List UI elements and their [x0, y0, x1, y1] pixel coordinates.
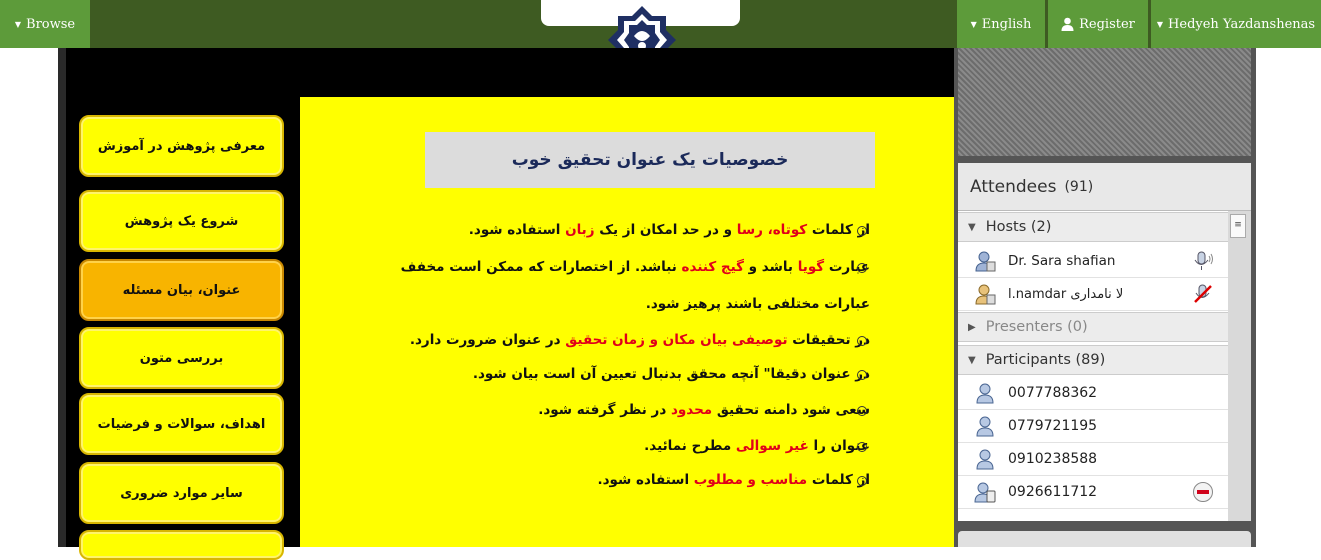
attendee-row[interactable]	[958, 476, 1228, 509]
slide-nav-button[interactable]: بررسی متون	[79, 327, 284, 389]
slide-bullet-text: از کلمات مناسب و مطلوب استفاده شود.	[597, 472, 870, 488]
triangle-down-icon: ▼	[968, 221, 976, 233]
attendees-count: (91)	[1064, 178, 1094, 195]
browse-label: Browse	[26, 16, 76, 32]
scrollbar-thumb[interactable]: ≡	[1230, 214, 1246, 238]
register-label: Register	[1079, 16, 1135, 32]
bullet-circle-icon	[857, 263, 867, 273]
slide-bullet-text: عنوان را غیر سوالی مطرح نمائید.	[644, 438, 870, 454]
microphone-muted-icon[interactable]	[1190, 283, 1216, 305]
bullet-circle-icon	[857, 226, 867, 236]
slide-nav-button[interactable]: سایر موارد ضروری	[79, 462, 284, 524]
host-user-icon	[974, 283, 996, 305]
participants-group-header[interactable]: ▼ Participants (89)	[958, 345, 1228, 375]
user-icon	[974, 382, 996, 404]
attendee-row[interactable]	[958, 443, 1228, 476]
host-user-icon	[974, 250, 996, 272]
attendee-row[interactable]	[958, 410, 1228, 443]
attendee-name: l.namdar لا نامداری	[1008, 286, 1124, 302]
bullet-circle-icon	[857, 370, 867, 380]
video-area	[958, 48, 1251, 156]
slide-bullet-text: از کلمات کوتاه، رسا و در حد امکان از یک زبان استفاده شود.	[468, 222, 870, 238]
attendee-name: 0779721195	[1008, 418, 1098, 434]
caret-down-icon: ▼	[1156, 19, 1164, 29]
browse-menu[interactable]	[0, 0, 90, 48]
user-menu[interactable]	[1151, 0, 1321, 48]
chat-panel-header[interactable]	[958, 531, 1251, 547]
slide-bullet-text: عبارات مختلفی باشند پرهیز شود.	[645, 296, 870, 312]
bullet-circle-icon	[857, 476, 867, 486]
attendees-title: Attendees	[970, 176, 1057, 197]
scrollbar[interactable]	[1228, 211, 1251, 521]
remove-icon[interactable]	[1190, 481, 1216, 503]
attendee-name: 0926611712	[1008, 484, 1098, 500]
language-menu[interactable]	[957, 0, 1045, 48]
slide-bullet-text: سعی شود دامنه تحقیق محدود در نظر گرفته شود.	[538, 402, 870, 418]
user-icon	[974, 415, 996, 437]
language-label: English	[981, 16, 1032, 32]
attendee-name: Dr. Sara shafian	[1008, 253, 1116, 269]
caret-down-icon: ▼	[14, 19, 22, 29]
slide-nav-button[interactable]	[79, 530, 284, 560]
user-name-label: Hedyeh Yazdanshenas	[1168, 16, 1316, 32]
slide-title: خصوصیات یک عنوان تحقیق خوب	[425, 132, 875, 188]
triangle-right-icon: ▶	[968, 321, 976, 333]
attendees-header[interactable]	[958, 163, 1251, 211]
slide-nav-button-active[interactable]: عنوان، بیان مسئله	[79, 259, 284, 321]
user-icon	[1061, 17, 1074, 31]
register-button[interactable]	[1048, 0, 1148, 48]
slide-bullet-text: در تحقیقات توصیفی بیان مکان و زمان تحقیق در عنوان ضرورت دارد.	[409, 332, 870, 348]
stage-frame	[58, 48, 66, 547]
attendee-row[interactable]	[958, 377, 1228, 410]
triangle-down-icon: ▼	[968, 354, 976, 366]
user-icon	[974, 448, 996, 470]
slide-nav-button[interactable]: شروع یک پژوهش	[79, 190, 284, 252]
attendee-name: 0910238588	[1008, 451, 1098, 467]
slide-bullet-text: در عنوان دقیقا" آنچه محقق بدنبال تعیین آن است بیان شود.	[472, 366, 870, 382]
bullet-circle-icon	[857, 442, 867, 452]
presenters-group-header[interactable]: ▶ Presenters (0)	[958, 312, 1228, 342]
microphone-active-icon[interactable]	[1190, 250, 1216, 272]
bullet-circle-icon	[857, 406, 867, 416]
attendee-name: 0077788362	[1008, 385, 1098, 401]
hosts-group-header[interactable]: ▼ Hosts (2)	[958, 212, 1228, 242]
slide-bullet-text: عبارت گویا باشد و گیج کننده نباشد. از اختصارات که ممکن است مخفف	[400, 259, 870, 275]
slide-nav-button[interactable]: معرفی پژوهش در آموزش	[79, 115, 284, 177]
attendee-row[interactable]	[958, 278, 1228, 311]
attendee-row-partial[interactable]	[958, 509, 1228, 521]
slide-nav-button[interactable]: اهداف، سوالات و فرضیات	[79, 393, 284, 455]
caret-down-icon: ▼	[970, 19, 977, 29]
bullet-circle-icon	[857, 336, 867, 346]
user-phone-icon	[974, 481, 996, 503]
attendee-row[interactable]	[958, 245, 1228, 278]
